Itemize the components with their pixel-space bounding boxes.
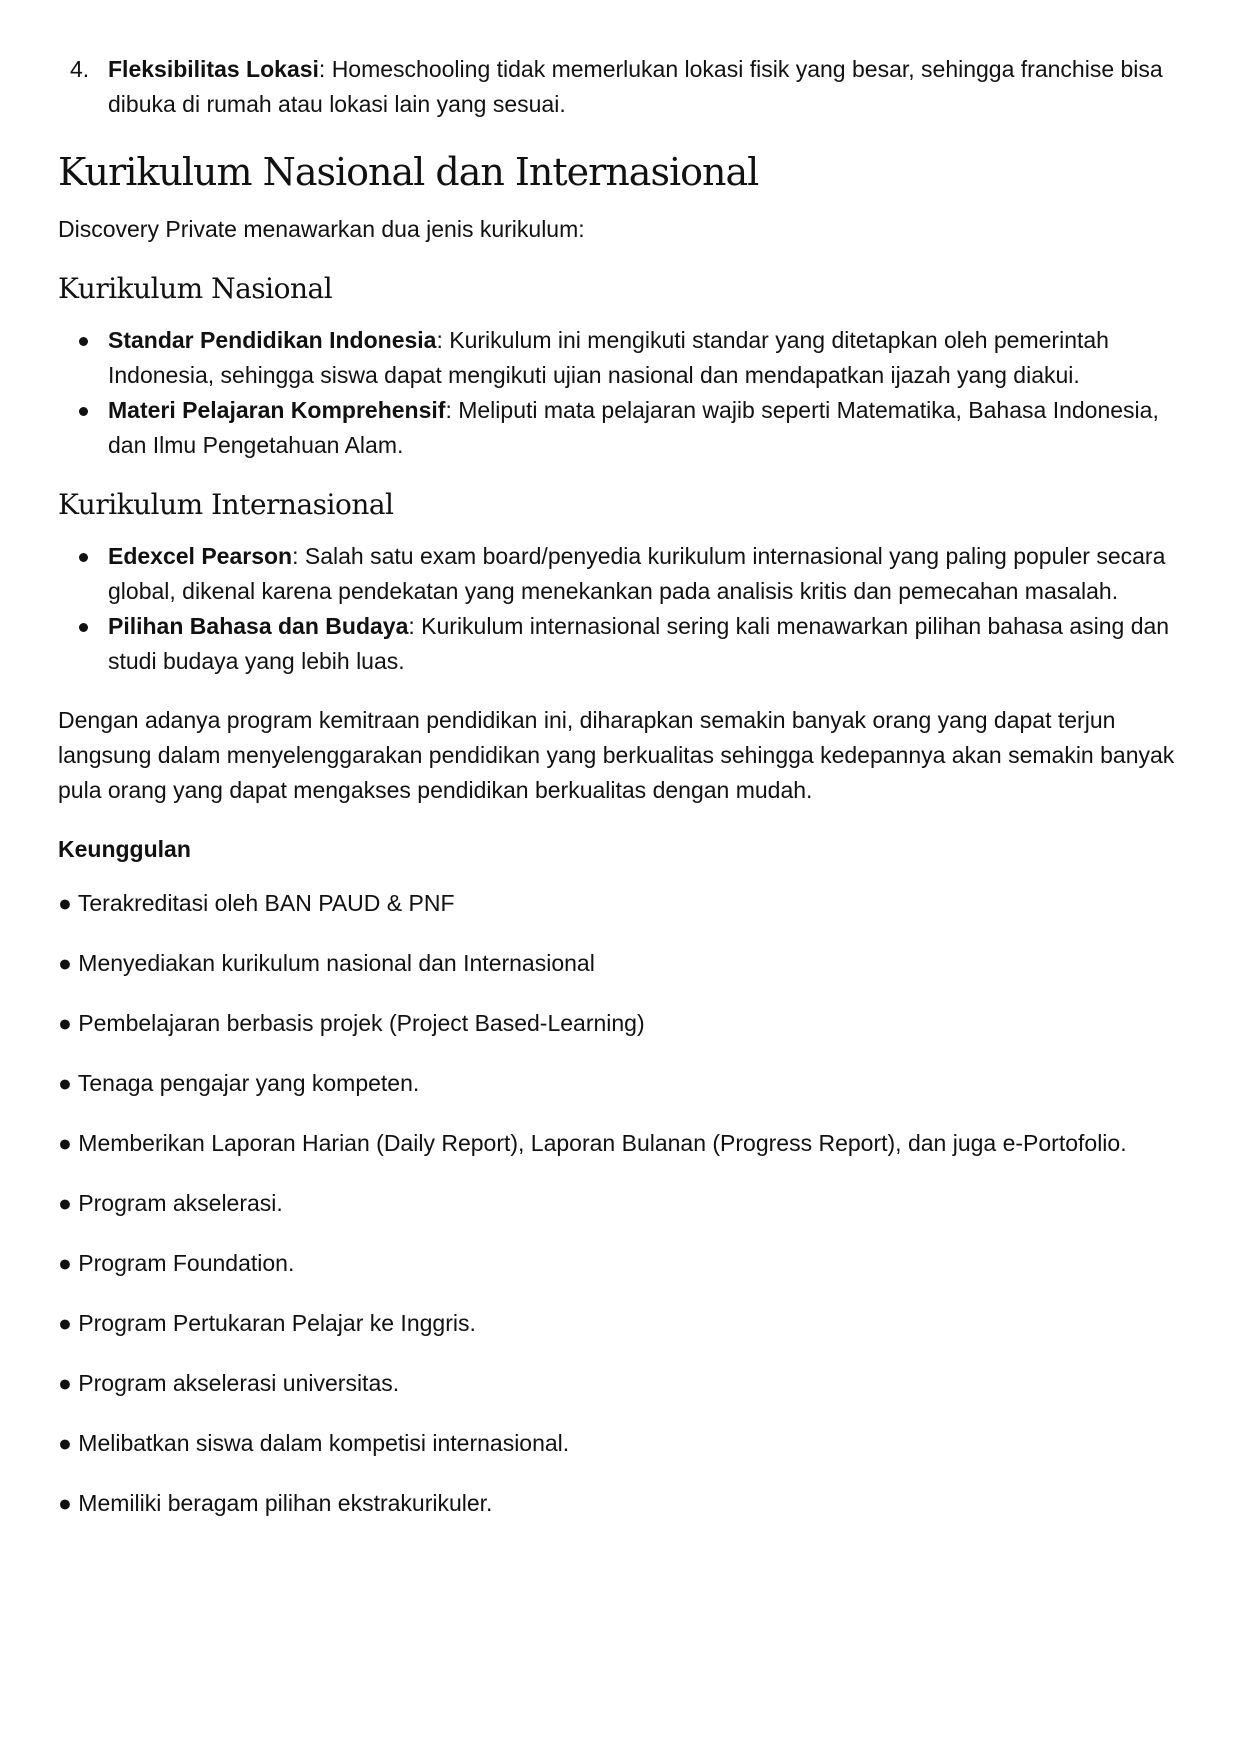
keunggulan-item: ● Memberikan Laporan Harian (Daily Report), Laporan Bulanan (Progress Report), dan juga e-Portofolio. bbox=[58, 1130, 1127, 1156]
intro-paragraph: Discovery Private menawarkan dua jenis kurikulum: bbox=[58, 216, 585, 242]
keunggulan-item: ● Program akselerasi universitas. bbox=[58, 1370, 400, 1396]
list-item-text: : Meliputi mata pelajaran wajib seperti Matematika, Bahasa Indonesia, dan Ilmu Pengetahuan Alam. bbox=[108, 397, 1159, 458]
keunggulan-item: ● Menyediakan kurikulum nasional dan Internasional bbox=[58, 950, 595, 976]
list-item bbox=[58, 539, 1188, 609]
list-item bbox=[58, 609, 1188, 679]
keunggulan-item: ● Tenaga pengajar yang kompeten. bbox=[58, 1070, 420, 1096]
list-item-title: Materi Pelajaran Komprehensif bbox=[108, 397, 446, 423]
nasional-list bbox=[58, 323, 1188, 463]
keunggulan-list bbox=[58, 886, 1188, 1521]
internasional-list bbox=[58, 539, 1188, 679]
keunggulan-item: ● Pembelajaran berbasis projek (Project Based-Learning) bbox=[58, 1010, 645, 1036]
list-number: 4. bbox=[70, 56, 90, 82]
keunggulan-item: ● Melibatkan siswa dalam kompetisi internasional. bbox=[58, 1430, 570, 1456]
bullet-icon bbox=[79, 553, 88, 562]
bullet-icon bbox=[79, 623, 88, 632]
list-item-text: : Homeschooling tidak memerlukan lokasi fisik yang besar, sehingga franchise bisa dibuka di rumah atau lokasi lain yang sesuai. bbox=[108, 56, 1163, 117]
keunggulan-item: ● Program akselerasi. bbox=[58, 1190, 283, 1216]
list-item-title: Fleksibilitas Lokasi bbox=[108, 56, 319, 82]
keunggulan-item: ● Program Foundation. bbox=[58, 1250, 295, 1276]
bullet-icon bbox=[79, 407, 88, 416]
list-item-text: : Kurikulum internasional sering kali menawarkan pilihan bahasa asing dan studi budaya yang lebih luas. bbox=[108, 613, 1170, 674]
list-item-title: Standar Pendidikan Indonesia bbox=[108, 327, 437, 353]
keunggulan-item: ● Program Pertukaran Pelajar ke Inggris. bbox=[58, 1310, 476, 1336]
keunggulan-item: ● Memiliki beragam pilihan ekstrakurikuler. bbox=[58, 1490, 493, 1516]
heading-kurikulum: Kurikulum Nasional dan Internasional bbox=[58, 150, 759, 194]
list-item bbox=[58, 393, 1188, 463]
list-item-text: : Kurikulum ini mengikuti standar yang ditetapkan oleh pemerintah Indonesia, sehingga siswa dapat mengikuti ujian nasional dan mendapatkan ijazah yang diakui. bbox=[108, 327, 1109, 388]
document-page bbox=[58, 52, 1188, 1546]
bullet-icon bbox=[79, 337, 88, 346]
heading-kurikulum-internasional: Kurikulum Internasional bbox=[58, 488, 394, 521]
list-item-text: : Salah satu exam board/penyedia kurikulum internasional yang paling populer secara global, dikenal karena pendekatan yang menekankan pada analisis kritis dan pemecahan masalah. bbox=[108, 543, 1166, 604]
list-item-title: Pilihan Bahasa dan Budaya bbox=[108, 613, 409, 639]
list-item-title: Edexcel Pearson bbox=[108, 543, 293, 569]
list-item bbox=[58, 52, 1188, 122]
closing-paragraph: Dengan adanya program kemitraan pendidikan ini, diharapkan semakin banyak orang yang dapat terjun langsung dalam menyelenggarakan pendidikan yang berkualitas sehingga kedepannya akan semakin banyak pula orang yang dapat mengakses pendidikan berkualitas dengan mudah. bbox=[58, 707, 1175, 803]
list-item bbox=[58, 323, 1188, 393]
ordered-list bbox=[58, 52, 1188, 122]
heading-keunggulan: Keunggulan bbox=[58, 836, 191, 862]
keunggulan-item: ● Terakreditasi oleh BAN PAUD & PNF bbox=[58, 890, 455, 916]
heading-kurikulum-nasional: Kurikulum Nasional bbox=[58, 272, 333, 305]
